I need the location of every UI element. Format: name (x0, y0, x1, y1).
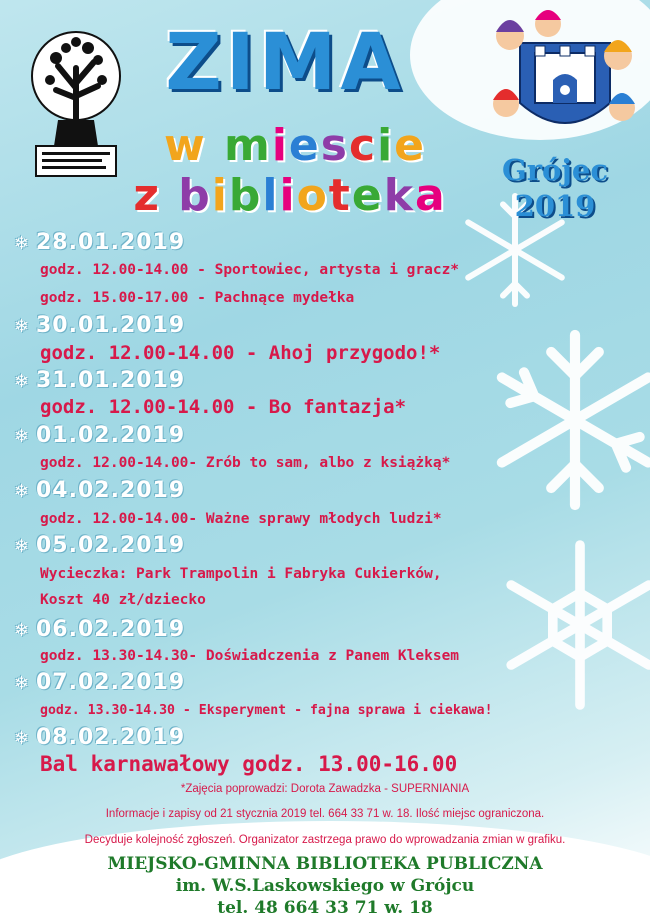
snowflake-bullet-icon: ❄ (14, 233, 31, 254)
snowflake-bullet-icon: ❄ (14, 620, 31, 641)
event-line: godz. 12.00-14.00- Zrób to sam, albo z książką* (40, 455, 451, 471)
snowflake-bullet-icon: ❄ (14, 371, 31, 392)
footer-phone: tel. 48 664 33 71 w. 18 (217, 898, 433, 918)
event-date: ❄ 01.02.2019 (14, 423, 186, 448)
event-line: godz. 12.00-14.00 - Bo fantazja* (40, 396, 407, 418)
snowflake-bullet-icon: ❄ (14, 316, 31, 337)
event-line: godz. 13.30-14.30- Doświadczenia z Panem Kleksem (40, 648, 460, 664)
event-line: godz. 12.00-14.00 - Sportowiec, artysta i gracz* (40, 262, 460, 278)
info-note: Informacje i zapisy od 21 stycznia 2019 tel. 664 33 71 w. 18. Ilość miejsc ograniczona. (105, 808, 545, 820)
snowflake-icon (490, 320, 650, 520)
event-date: ❄ 08.02.2019 (14, 725, 186, 750)
snowflake-bullet-icon: ❄ (14, 481, 31, 502)
event-line: Wycieczka: Park Trampolin i Fabryka Cukierków, (40, 566, 442, 582)
event-line: godz. 15.00-17.00 - Pachnące mydełka (40, 290, 355, 306)
event-line: godz. 12.00-14.00- Ważne sprawy młodych ludzi* (40, 511, 442, 527)
host-note: *Zajęcia poprowadzi: Dorota Zawadzka - SUPERNIANIA (180, 783, 470, 795)
event-line: Bal karnawałowy godz. 13.00-16.00 (40, 752, 458, 776)
footer-library-patron: im. W.S.Laskowskiego w Grójcu (175, 876, 475, 896)
event-line: godz. 12.00-14.00 - Ahoj przygodo!* (40, 342, 441, 364)
event-date: ❄ 06.02.2019 (14, 617, 186, 642)
event-date: ❄ 07.02.2019 (14, 670, 186, 695)
snowflake-bullet-icon: ❄ (14, 673, 31, 694)
event-date: ❄ 30.01.2019 (14, 313, 186, 338)
event-line: godz. 13.30-14.30 - Eksperyment - fajna sprawa i ciekawa! (40, 703, 493, 718)
title-z-biblioteka: z biblioteka (133, 170, 447, 221)
event-line: Koszt 40 zł/dziecko (40, 592, 206, 608)
snowflake-icon (500, 530, 650, 720)
title-zima: ZIMA (165, 18, 405, 108)
snowflake-bullet-icon: ❄ (14, 536, 31, 557)
footer-library-name: MIEJSKO-GMINNA BIBLIOTEKA PUBLICZNA (107, 854, 543, 874)
event-date: ❄ 04.02.2019 (14, 478, 186, 503)
event-date: ❄ 31.01.2019 (14, 368, 186, 393)
snowflake-bullet-icon: ❄ (14, 426, 31, 447)
snowflake-bullet-icon: ❄ (14, 728, 31, 749)
city-name: Grójec (502, 153, 608, 187)
order-note: Decyduje kolejność zgłoszeń. Organizator zastrzega prawo do wprowadzania zmian w grafiku. (84, 834, 566, 846)
town-crest-illustration (490, 8, 640, 148)
event-date: ❄ 05.02.2019 (14, 533, 186, 558)
title-w-miescie: w miescie (163, 120, 426, 171)
event-year: 2019 (514, 189, 596, 223)
event-date: ❄ 28.01.2019 (14, 230, 186, 255)
